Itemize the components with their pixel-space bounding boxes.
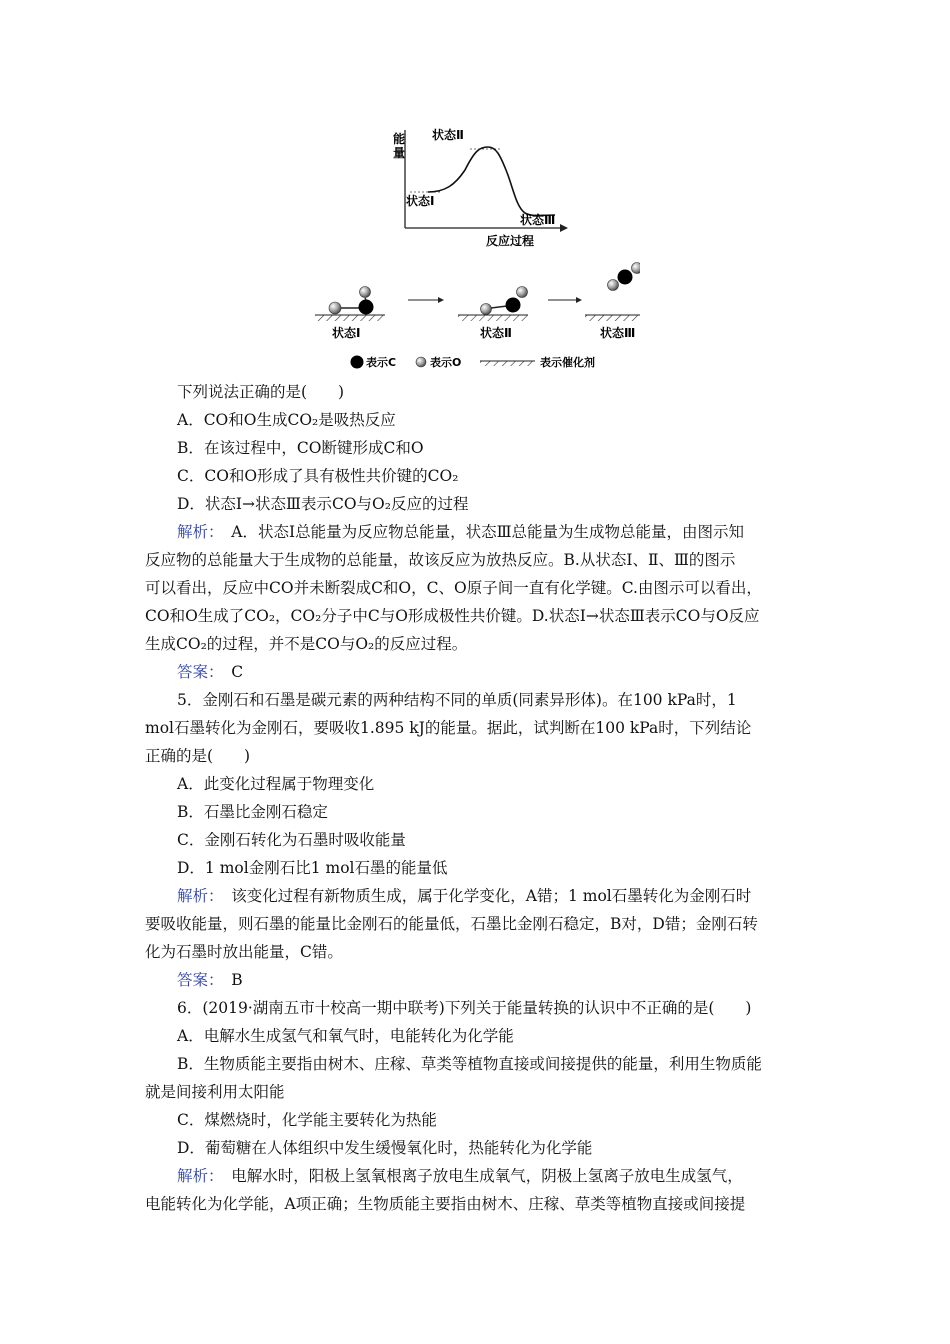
c-atom-2 <box>506 298 521 313</box>
o-atom-3b <box>632 263 641 274</box>
q5-answer <box>177 966 847 994</box>
q4-option-c: C．CO和O形成了具有极性共价键的CO₂ <box>177 467 459 485</box>
state1-label: 状态Ⅰ <box>332 326 361 340</box>
o-atom-1 <box>329 302 341 314</box>
o-atom-1b <box>360 287 371 298</box>
q4-analysis-line-1 <box>177 518 847 546</box>
q5-option-d: D．1 mol金刚石比1 mol石墨的能量低 <box>177 859 448 877</box>
legend-c: 表示C <box>366 356 397 369</box>
y-label-2: 量 <box>393 146 406 160</box>
q5-stem-line-3: 正确的是( ) <box>145 747 251 765</box>
y-label-1: 能 <box>393 132 406 146</box>
q4-answer <box>177 658 847 686</box>
q4-answer-label: 答案： <box>177 663 216 681</box>
o-atom-2 <box>481 304 492 315</box>
curve-state1: 状态Ⅰ <box>406 194 435 208</box>
legend-c-icon <box>351 356 364 369</box>
q5-analysis-line-1 <box>177 882 847 910</box>
q6-analysis-line-1 <box>177 1162 847 1190</box>
q6-option-d: D．葡萄糖在人体组织中发生缓慢氧化时，热能转化为化学能 <box>177 1139 593 1157</box>
reaction-figure <box>310 125 640 370</box>
catalyst-surface-1 <box>315 315 385 321</box>
legend-cat: 表示催化剂 <box>540 356 595 369</box>
q4-option-b: B．在该过程中，CO断键形成C和O <box>177 439 424 457</box>
q6-stem: 6．(2019·湖南五市十校高一期中联考)下列关于能量转换的认识中不正确的是( ) <box>177 999 752 1017</box>
x-axis-arrow <box>560 224 568 232</box>
q4-option-d: D．状态Ⅰ→状态Ⅲ表示CO与O₂反应的过程 <box>177 495 469 513</box>
q4-analysis-text-1: A．状态Ⅰ总能量为反应物总能量，状态Ⅲ总能量为生成物总能量，由图示知 <box>215 523 745 541</box>
o-atom-2b <box>517 287 528 298</box>
q5-analysis-label: 解析： <box>177 887 216 905</box>
state2-label: 状态Ⅱ <box>480 326 512 340</box>
o-atom-3 <box>608 280 619 291</box>
legend-o-icon <box>416 357 426 367</box>
figure-svg <box>310 125 640 370</box>
q4-answer-value: C <box>215 663 244 681</box>
q4-analysis-line-4: CO和O生成了CO₂，CO₂分子中C与O形成极性共价键。D.状态Ⅰ→状态Ⅲ表示CO与O反应 <box>145 607 760 625</box>
q4-stem: 下列说法正确的是( ) <box>177 383 345 401</box>
q5-analysis-line-2: 要吸收能量，则石墨的能量比金刚石的能量低，石墨比金刚石稳定，B对，D错；金刚石转 <box>145 915 758 933</box>
q6-option-b-line-2: 就是间接利用太阳能 <box>145 1083 285 1101</box>
q5-option-b: B．石墨比金刚石稳定 <box>177 803 328 821</box>
q4-analysis-line-3: 可以看出，反应中CO并未断裂成C和O，C、O原子间一直有化学键。C.由图示可以看出， <box>145 579 762 597</box>
q5-stem-line-2: mol石墨转化为金刚石，要吸收1.895 kJ的能量。据此，试判断在100 kPa时，下列结论 <box>145 719 752 737</box>
q6-analysis-text-1: 电解水时，阳极上氢氧根离子放电生成氧气，阴极上氢离子放电生成氢气， <box>215 1167 743 1185</box>
catalyst-surface-2 <box>458 315 528 321</box>
q4-option-a: A．CO和O生成CO₂是吸热反应 <box>177 411 396 429</box>
q6-option-a: A．电解水生成氢气和氧气时，电能转化为化学能 <box>177 1027 514 1045</box>
q6-option-c: C．煤燃烧时，化学能主要转化为热能 <box>177 1111 437 1129</box>
c-atom-1 <box>359 300 374 315</box>
legend-o: 表示O <box>430 356 462 369</box>
q5-option-c: C．金刚石转化为石墨时吸收能量 <box>177 831 406 849</box>
q5-answer-value: B <box>215 971 243 989</box>
catalyst-surface-3 <box>585 315 640 321</box>
q5-answer-label: 答案： <box>177 971 216 989</box>
q6-option-b-line-1: B．生物质能主要指由树木、庄稼、草类等植物直接或间接提供的能量，利用生物质能 <box>177 1055 762 1073</box>
curve-state2: 状态Ⅱ <box>432 128 464 142</box>
curve-state3: 状态Ⅲ <box>520 213 556 227</box>
q6-analysis-label: 解析： <box>177 1167 216 1185</box>
q6-analysis-line-2: 电能转化为化学能，A项正确；生物质能主要指由树木、庄稼、草类等植物直接或间接提 <box>145 1195 746 1213</box>
energy-curve <box>428 147 555 216</box>
state3-label: 状态Ⅲ <box>600 326 636 340</box>
q5-stem-line-1: 5．金刚石和石墨是碳元素的两种结构不同的单质(同素异形体)。在100 kPa时，1 <box>177 691 737 709</box>
q5-analysis-text-1: 该变化过程有新物质生成，属于化学变化，A错；1 mol石墨转化为金刚石时 <box>215 887 752 905</box>
x-axis-label: 反应过程 <box>486 234 535 248</box>
c-atom-3 <box>618 270 633 285</box>
q5-option-a: A．此变化过程属于物理变化 <box>177 775 375 793</box>
legend-cat-icon <box>480 361 535 366</box>
q4-analysis-line-2: 反应物的总能量大于生成物的总能量，故该反应为放热反应。B.从状态Ⅰ、Ⅱ、Ⅲ的图示 <box>145 551 736 569</box>
q4-analysis-line-5: 生成CO₂的过程，并不是CO与O₂的反应过程。 <box>145 635 468 653</box>
q5-analysis-line-3: 化为石墨时放出能量，C错。 <box>145 943 343 961</box>
q4-analysis-label: 解析： <box>177 523 216 541</box>
